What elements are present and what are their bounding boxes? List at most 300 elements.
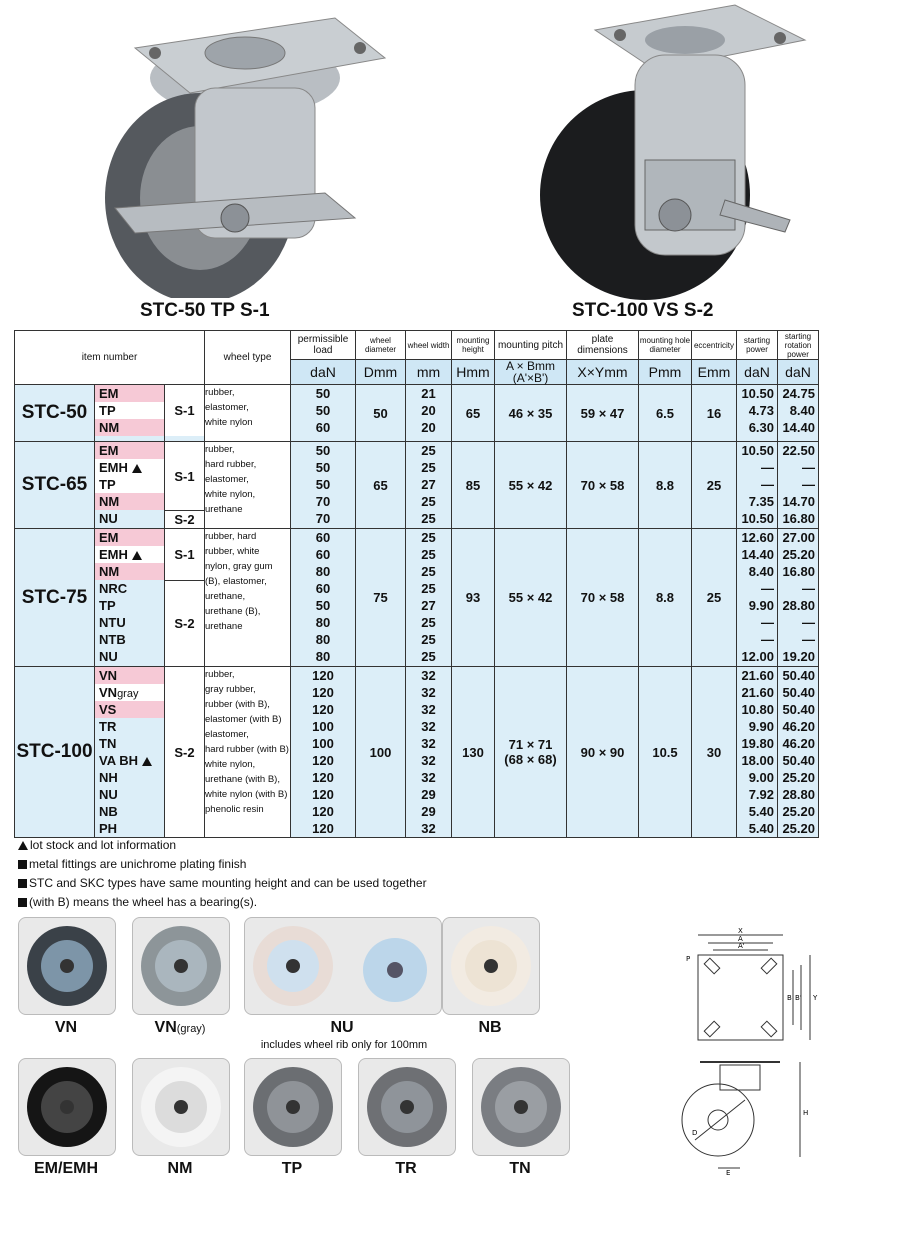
starting-power-value: 9.90 — [748, 719, 774, 734]
starting-rotation-power-value: 8.40 — [789, 403, 815, 418]
starting-rotation-power-value: 14.40 — [782, 420, 815, 435]
header-wheel-diameter: wheel diameter — [356, 331, 406, 360]
permissible-load-value: 120 — [312, 787, 334, 802]
wheel-label — [244, 1160, 340, 1178]
starting-power-value: 12.00 — [741, 649, 774, 664]
permissible-load-value: 60 — [315, 547, 331, 562]
mounting-pitch — [495, 385, 567, 442]
unit-srp: daN — [778, 360, 819, 385]
wheel-type-line: elastomer, — [205, 729, 249, 740]
item-code — [95, 631, 164, 648]
starting-power-value: 10.80 — [741, 702, 774, 717]
eccentricity: 30 — [692, 667, 737, 838]
mounting-hole: 6.5 — [639, 385, 692, 442]
item-code — [95, 752, 164, 769]
caption-right: STC-100 VS S-2 — [572, 300, 714, 321]
wheel-width — [406, 529, 452, 667]
header-mounting-hole: mounting hole diameter — [639, 331, 692, 360]
note-item — [18, 855, 427, 874]
starting-rotation-power-value: 50.40 — [782, 668, 815, 683]
wheel-width-value: 25 — [421, 564, 436, 579]
starting-rotation-power — [778, 667, 819, 838]
wheel-type-line: rubber, — [205, 387, 235, 398]
starting-power-value: 18.00 — [741, 753, 774, 768]
item-code-text: EMH — [99, 547, 128, 562]
header-wheel-width: wheel width — [406, 331, 452, 360]
series-cell — [165, 529, 205, 667]
wheel-image-tp — [244, 1058, 342, 1156]
starting-power-value: 7.35 — [748, 494, 774, 509]
item-codes — [95, 442, 165, 529]
starting-power-value: 10.50 — [741, 511, 774, 526]
wheel-width-value: 32 — [421, 719, 436, 734]
starting-rotation-power-value: 19.20 — [782, 649, 815, 664]
item-code-text: NM — [99, 420, 120, 435]
wheel-diameter: 50 — [356, 385, 406, 442]
starting-rotation-power — [778, 529, 819, 667]
starting-rotation-power-value: 25.20 — [782, 821, 815, 836]
item-code — [95, 402, 164, 419]
item-code — [95, 385, 164, 402]
starting-power-value: 6.30 — [748, 420, 774, 435]
wheel-width-value: 32 — [421, 821, 436, 836]
wheel-type-line: urethane, — [205, 591, 246, 602]
wheel-width-value: 29 — [421, 787, 436, 802]
wheel-label-text: VN — [154, 1019, 177, 1036]
header-plate-dimensions: plate dimensions — [567, 331, 639, 360]
dim-y: Y — [813, 994, 818, 1002]
starting-power-value: 10.50 — [741, 386, 774, 401]
wheel-image-em-emh — [18, 1058, 116, 1156]
wheel-type-line: elastomer, — [205, 474, 249, 485]
series-label: S-1 — [165, 529, 204, 580]
wheel-label-text: EM/EMH — [34, 1160, 98, 1177]
starting-rotation-power-value: 16.80 — [782, 564, 815, 579]
mounting-hole: 8.8 — [639, 442, 692, 529]
item-code — [95, 769, 164, 786]
dim-a: A — [738, 935, 743, 943]
wheel-diameter: 65 — [356, 442, 406, 529]
wheel-type-line: elastomer, — [205, 402, 249, 413]
permissible-load-value: 70 — [315, 494, 331, 509]
unit-diameter: Dmm — [356, 360, 406, 385]
item-code — [95, 735, 164, 752]
dim-p: P — [686, 955, 691, 963]
item-code — [95, 546, 164, 563]
item-code — [95, 476, 164, 493]
permissible-load-value: 120 — [312, 770, 334, 785]
item-code-text: VN — [99, 668, 118, 683]
permissible-load-value: 120 — [312, 821, 334, 836]
series-label: S-2 — [165, 580, 204, 666]
mounting-pitch-value: 46 × 35 — [508, 405, 553, 421]
item-code — [95, 648, 164, 665]
starting-rotation-power-value: 24.75 — [782, 386, 815, 401]
item-code-text: TP — [99, 403, 116, 418]
wheel-type-line: white nylon — [205, 417, 253, 428]
wheel-width — [406, 385, 452, 442]
starting-power-value: 9.00 — [748, 770, 774, 785]
note-text: lot stock and lot information — [30, 838, 177, 852]
wheel-type-line: nylon, gray gum — [205, 561, 273, 572]
mounting-pitch-value: (68 × 68) — [504, 752, 557, 767]
dim-x: X — [738, 927, 743, 935]
wheel-label — [18, 1160, 114, 1178]
wheel-width-value: 25 — [421, 530, 436, 545]
permissible-load — [291, 442, 356, 529]
item-code-text: NU — [99, 511, 118, 526]
permissible-load-value: 120 — [312, 702, 334, 717]
plate-dimensions: 70 × 58 — [567, 442, 639, 529]
wheel-label-text: TN — [509, 1160, 531, 1177]
starting-rotation-power-value: 25.20 — [782, 547, 815, 562]
starting-rotation-power-value: — — [802, 477, 815, 492]
wheel-label-text: NM — [167, 1160, 193, 1177]
notes-list — [18, 836, 427, 912]
starting-power-value: 12.60 — [741, 530, 774, 545]
unit-plate: X×Ymm — [567, 360, 639, 385]
item-code-text: NB — [99, 804, 118, 819]
item-code-text: NTB — [99, 632, 126, 647]
mounting-pitch-value: 55 × 42 — [508, 590, 553, 605]
wheel-type-line: urethane (with B), — [205, 774, 280, 785]
starting-rotation-power-value: 50.40 — [782, 702, 815, 717]
model-name: STC-100 — [15, 667, 95, 838]
starting-power-value: 9.90 — [748, 598, 774, 613]
starting-power — [737, 442, 778, 529]
item-code-text: NH — [99, 770, 118, 785]
wheel-type-line: white nylon, — [205, 759, 256, 770]
dim-a2: A' — [738, 942, 745, 950]
permissible-load-value: 60 — [315, 530, 331, 545]
wheel-label-text: NU — [330, 1019, 354, 1036]
wheel-width-value: 32 — [421, 685, 436, 700]
wheel-type-line: rubber (with B), — [205, 699, 270, 710]
dimension-diagram — [660, 925, 830, 1180]
permissible-load-value: 60 — [315, 420, 331, 435]
item-code-text: EM — [99, 443, 119, 458]
wheel-types — [205, 667, 291, 838]
series-cell — [165, 442, 205, 529]
dim-d: D — [692, 1129, 698, 1137]
permissible-load — [291, 529, 356, 667]
unit-ecc: Emm — [692, 360, 737, 385]
series-label: S-2 — [165, 667, 204, 837]
unit-hole: Pmm — [639, 360, 692, 385]
series-label: S-1 — [165, 385, 204, 436]
starting-power-value: — — [761, 581, 774, 596]
wheel-label — [132, 1019, 228, 1037]
item-code-text: NTU — [99, 615, 126, 630]
mounting-pitch-value: 71 × 71 — [508, 737, 553, 752]
dim-h: H — [803, 1109, 809, 1117]
group-row-stc-65 — [15, 442, 819, 529]
item-code-text: TR — [99, 719, 117, 734]
header-eccentricity: eccentricity — [692, 331, 737, 360]
note-item — [18, 893, 427, 912]
item-code — [95, 510, 164, 527]
mounting-height: 65 — [452, 385, 495, 442]
wheel-width-value: 32 — [421, 736, 436, 751]
starting-power-value: 14.40 — [741, 547, 774, 562]
wheel-image-nu — [244, 917, 442, 1015]
eccentricity: 16 — [692, 385, 737, 442]
wheel-type-line: rubber, — [205, 669, 235, 680]
mounting-pitch-value: 55 × 42 — [508, 477, 553, 493]
item-code — [95, 459, 164, 476]
wheel-label — [358, 1160, 454, 1178]
wheel-width-value: 20 — [421, 420, 436, 435]
starting-power-value: — — [761, 632, 774, 647]
unit-load: daN — [291, 360, 356, 385]
item-codes — [95, 529, 165, 667]
wheel-label — [244, 1019, 440, 1037]
mounting-pitch — [495, 529, 567, 667]
permissible-load-value: 100 — [312, 736, 334, 751]
starting-power-value: — — [761, 615, 774, 630]
wheel-type-line: (B), elastomer, — [205, 576, 267, 587]
wheel-width-value: 32 — [421, 753, 436, 768]
item-code-text: VN — [99, 685, 118, 700]
mounting-height: 130 — [452, 667, 495, 838]
header-permissible-load: permissible load — [291, 331, 356, 360]
permissible-load-value: 50 — [315, 386, 331, 401]
permissible-load-value: 70 — [315, 511, 331, 526]
unit-pitch-ab: A × B — [505, 359, 536, 373]
wheel-width-value: 25 — [421, 547, 436, 562]
model-name: STC-65 — [15, 442, 95, 529]
starting-rotation-power — [778, 442, 819, 529]
eccentricity: 25 — [692, 529, 737, 667]
item-codes — [95, 385, 165, 442]
wheel-type-line: rubber, hard — [205, 531, 257, 542]
permissible-load-value: 120 — [312, 804, 334, 819]
square-bullet-icon — [18, 879, 27, 888]
wheel-width-value: 25 — [421, 494, 436, 509]
starting-rotation-power-value: 25.20 — [782, 770, 815, 785]
wheel-type-line: urethane — [205, 621, 243, 632]
starting-power-value: 4.73 — [748, 403, 774, 418]
permissible-load-value: 80 — [315, 632, 331, 647]
unit-pitch-mm: mm — [535, 359, 556, 373]
lot-stock-icon — [142, 757, 152, 766]
eccentricity: 25 — [692, 442, 737, 529]
caster-photo-stc50 — [95, 8, 395, 298]
wheel-types — [205, 442, 291, 529]
wheel-width — [406, 667, 452, 838]
series-cell — [165, 667, 205, 838]
mounting-pitch — [495, 442, 567, 529]
starting-rotation-power-value: 27.00 — [782, 530, 815, 545]
wheel-width-value: 32 — [421, 770, 436, 785]
mounting-hole: 10.5 — [639, 667, 692, 838]
wheel-type-line: urethane (B), — [205, 606, 261, 617]
item-code — [95, 786, 164, 803]
note-item — [18, 836, 427, 855]
permissible-load — [291, 385, 356, 442]
caster-photo-stc100 — [535, 0, 815, 300]
triangle-icon — [18, 841, 28, 850]
starting-rotation-power-value: — — [802, 460, 815, 475]
wheel-label — [132, 1160, 228, 1178]
starting-power-value: — — [761, 460, 774, 475]
dim-b: B — [787, 994, 792, 1002]
wheel-width-value: 25 — [421, 511, 436, 526]
permissible-load-value: 80 — [315, 564, 331, 579]
item-code-text: NU — [99, 787, 118, 802]
item-code-text: NM — [99, 564, 120, 579]
starting-rotation-power-value: 25.20 — [782, 804, 815, 819]
item-code — [95, 580, 164, 597]
item-code — [95, 442, 164, 459]
item-code — [95, 597, 164, 614]
spec-table — [14, 330, 819, 838]
model-name: STC-50 — [15, 385, 95, 442]
caption-left: STC-50 TP S-1 — [140, 300, 270, 321]
plate-dimensions: 70 × 58 — [567, 529, 639, 667]
permissible-load-value: 80 — [315, 649, 331, 664]
header-starting-rotation: starting rotation power — [778, 331, 819, 360]
item-code-text: NRC — [99, 581, 128, 596]
item-code-text: EM — [99, 386, 119, 401]
dim-b2: B' — [795, 994, 802, 1002]
wheel-image-tn — [472, 1058, 570, 1156]
series-cell — [165, 385, 205, 442]
item-code-text: NU — [99, 649, 118, 664]
wheel-type-line: hard rubber (with B) — [205, 744, 289, 755]
starting-power-value: 21.60 — [741, 668, 774, 683]
starting-power-value: 21.60 — [741, 685, 774, 700]
wheel-width-value: 32 — [421, 668, 436, 683]
starting-power-value: 19.80 — [741, 736, 774, 751]
wheel-width-value: 27 — [421, 477, 436, 492]
item-code-text: EMH — [99, 460, 128, 475]
permissible-load — [291, 667, 356, 838]
header-wheel-type: wheel type — [205, 331, 291, 385]
item-code — [95, 563, 164, 580]
wheel-type-line: gray rubber, — [205, 684, 256, 695]
wheel-types — [205, 529, 291, 667]
starting-rotation-power-value: 28.80 — [782, 598, 815, 613]
item-code-text: TN — [99, 736, 117, 751]
permissible-load-value: 50 — [315, 460, 331, 475]
item-code — [95, 614, 164, 631]
header-mounting-height: mounting height — [452, 331, 495, 360]
mounting-height: 93 — [452, 529, 495, 667]
starting-rotation-power-value: 50.40 — [782, 753, 815, 768]
note-text: (with B) means the wheel has a bearing(s). — [29, 895, 258, 909]
item-code-text: TP — [99, 598, 116, 613]
note-text: STC and SKC types have same mounting height and can be used together — [29, 876, 427, 890]
permissible-load-value: 50 — [315, 403, 331, 418]
starting-rotation-power-value: 50.40 — [782, 685, 815, 700]
wheel-width-value: 25 — [421, 443, 436, 458]
permissible-load-value: 50 — [315, 443, 331, 458]
item-code — [95, 493, 164, 510]
wheel-label-text: VN — [54, 1019, 78, 1036]
wheel-width-value: 29 — [421, 804, 436, 819]
permissible-load-value: 120 — [312, 753, 334, 768]
item-code — [95, 684, 164, 701]
starting-power — [737, 667, 778, 838]
wheel-label-suffix: (gray) — [176, 1023, 206, 1035]
wheel-label — [472, 1160, 568, 1178]
unit-pitch — [495, 360, 567, 385]
starting-rotation-power-value: — — [802, 615, 815, 630]
item-code — [95, 803, 164, 820]
unit-width: mm — [406, 360, 452, 385]
note-text: metal fittings are unichrome plating finish — [29, 857, 247, 871]
wheel-width-value: 25 — [421, 581, 436, 596]
lot-stock-icon — [132, 551, 142, 560]
starting-rotation-power-value: 46.20 — [782, 719, 815, 734]
wheel-type-line: rubber, white — [205, 546, 260, 557]
wheel-width-value: 25 — [421, 649, 436, 664]
starting-rotation-power-value: 22.50 — [782, 443, 815, 458]
starting-rotation-power-value: — — [802, 581, 815, 596]
square-bullet-icon — [18, 860, 27, 869]
series-label: S-1 — [165, 442, 204, 510]
starting-power-value: 5.40 — [748, 804, 774, 819]
wheel-label-text: TR — [395, 1160, 417, 1177]
starting-rotation-power-value: 14.70 — [782, 494, 815, 509]
item-code-text: PH — [99, 821, 118, 836]
unit-sp: daN — [737, 360, 778, 385]
item-code — [95, 820, 164, 837]
model-name: STC-75 — [15, 529, 95, 667]
wheel-image-vn — [18, 917, 116, 1015]
wheel-types — [205, 385, 291, 442]
dim-e: E — [726, 1169, 731, 1177]
note-item — [18, 874, 427, 893]
wheel-width-value: 21 — [421, 386, 436, 401]
item-codes — [95, 667, 165, 838]
wheel-width-value: 32 — [421, 702, 436, 717]
starting-rotation-power-value: 16.80 — [782, 511, 815, 526]
wheel-image-nb — [442, 917, 540, 1015]
item-code — [95, 529, 164, 546]
starting-power — [737, 385, 778, 442]
item-code-text: EM — [99, 530, 119, 545]
item-code-text: NM — [99, 494, 120, 509]
wheel-label — [442, 1019, 538, 1037]
permissible-load-value: 50 — [315, 598, 331, 613]
wheel-type-line: white nylon, — [205, 489, 256, 500]
header-mounting-pitch: mounting pitch — [495, 331, 567, 360]
permissible-load-value: 120 — [312, 668, 334, 683]
wheel-type-line: phenolic resin — [205, 804, 264, 815]
mounting-height: 85 — [452, 442, 495, 529]
wheel-image-nm — [132, 1058, 230, 1156]
item-code-suffix: gray — [117, 688, 139, 700]
item-code — [95, 701, 164, 718]
wheel-width-value: 25 — [421, 632, 436, 647]
wheel-image-vn — [132, 917, 230, 1015]
starting-rotation-power-value: — — [802, 632, 815, 647]
wheel-label — [18, 1019, 114, 1037]
wheel-diameter: 75 — [356, 529, 406, 667]
starting-power-value: — — [761, 477, 774, 492]
starting-power-value: 5.40 — [748, 821, 774, 836]
wheel-width — [406, 442, 452, 529]
permissible-load-value: 100 — [312, 719, 334, 734]
wheel-type-line: elastomer (with B) — [205, 714, 282, 725]
starting-power-value: 8.40 — [748, 564, 774, 579]
starting-rotation-power-value: 28.80 — [782, 787, 815, 802]
plate-dimensions: 59 × 47 — [567, 385, 639, 442]
starting-rotation-power — [778, 385, 819, 442]
header-starting-power: starting power — [737, 331, 778, 360]
